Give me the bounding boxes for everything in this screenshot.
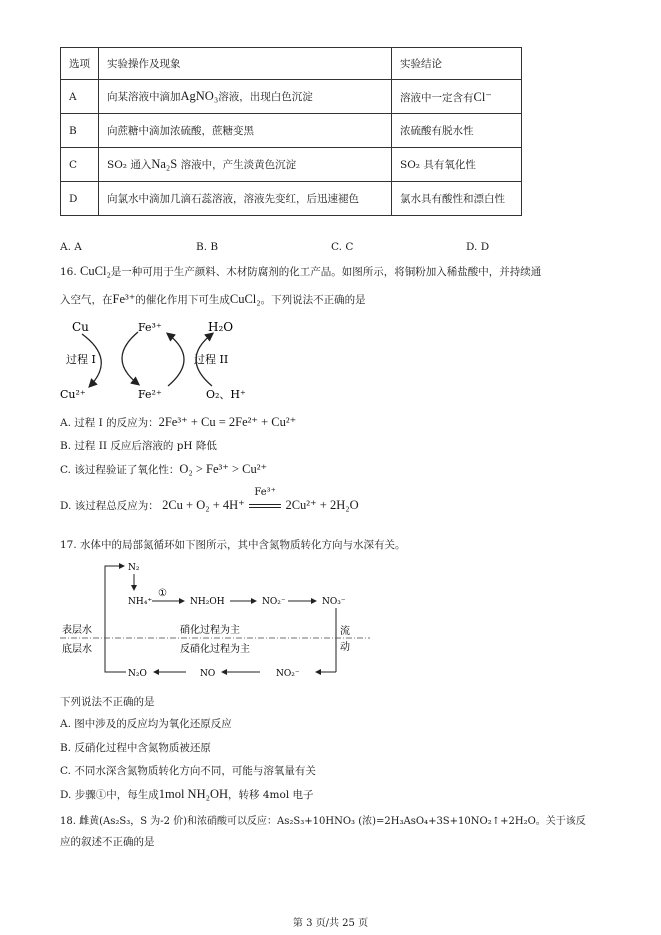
row-operation: 向氯水中滴加几滴石蕊溶液，溶液先变红，后迅速褪色	[99, 182, 392, 216]
label-surface: 表层水	[62, 625, 92, 636]
q16-cycle-diagram	[60, 314, 280, 406]
label-step1: ①	[158, 588, 167, 599]
q16-option-a: A. 过程 I 的反应为：2Fe³⁺ + Cu = 2Fe²⁺ + Cu²⁺	[60, 415, 297, 429]
label-process1: 过程 I	[66, 353, 96, 366]
table-row	[61, 114, 522, 148]
row-option: C	[61, 148, 99, 182]
experiment-table	[60, 47, 522, 216]
label-h2o: H₂O	[208, 320, 234, 334]
q16-option-c: C. 该过程验证了氧化性：O₂ > Fe³⁺ > Cu²⁺	[60, 462, 268, 476]
q18-stem-line2: 应的叙述不正确的是	[60, 836, 155, 848]
q17-option-c: C. 不同水深含氮物质转化方向不同，可能与溶氧量有关	[60, 765, 316, 777]
label-nh4: NH₄⁺	[128, 597, 153, 607]
row-conclusion: SO₂ 具有氧化性	[392, 148, 522, 182]
arrow-fe2-to-fe3	[168, 334, 184, 386]
arrow-n2o-to-n2	[105, 566, 126, 672]
q16-stem-line2: 入空气，在Fe³⁺的催化作用下可生成CuCl₂。下列说法不正确的是	[60, 292, 366, 306]
label-bottom: 底层水	[62, 644, 92, 655]
q16-stem-line1: 16. CuCl₂是一种可用于生产颜料、木材防腐剂的化工产品。如图所示，将铜粉加入稀盐酸中，并持续通	[60, 264, 542, 278]
q15-option-b: B. B	[196, 241, 219, 253]
table-row	[61, 148, 522, 182]
label-flow1: 流	[340, 626, 350, 637]
q15-option-d: D. D	[466, 241, 490, 253]
label-no3: NO₃⁻	[322, 597, 346, 607]
header-operation: 实验操作及现象	[99, 48, 392, 80]
label-no: NO	[200, 669, 216, 679]
label-no2-top: NO₂⁻	[262, 597, 286, 607]
row-operation: 向蔗糖中滴加浓硫酸，蔗糖变黑	[99, 114, 392, 148]
q17-option-d: D. 步骤①中，每生成1mol NH₂OH，转移 4mol 电子	[60, 787, 314, 801]
row-operation: SO₂ 通入Na₂S 溶液中，产生淡黄色沉淀	[99, 148, 392, 182]
label-cu: Cu	[72, 320, 89, 334]
catalyst-equals: Fe³⁺	[248, 500, 282, 512]
label-fe3: Fe³⁺	[138, 321, 162, 334]
table-row	[61, 80, 522, 114]
q16-option-d: D. 该过程总反应为： 2Cu + O₂ + 4H⁺ Fe³⁺ 2Cu²⁺ + 2H₂O	[60, 487, 359, 512]
q17-option-a: A. 图中涉及的反应均为氧化还原反应	[60, 718, 232, 730]
row-option: B	[61, 114, 99, 148]
page-footer: 第 3 页/共 25 页	[292, 918, 369, 929]
header-conclusion: 实验结论	[392, 48, 522, 80]
label-n2: N₂	[128, 563, 140, 573]
q17-lead: 下列说法不正确的是	[60, 696, 155, 708]
label-fe2: Fe²⁺	[138, 388, 162, 401]
row-conclusion: 氯水具有酸性和漂白性	[392, 182, 522, 216]
label-o2h: O₂、H⁺	[206, 388, 246, 401]
label-n2o: N₂O	[128, 669, 147, 679]
label-denitrification: 反硝化过程为主	[180, 644, 250, 655]
row-operation: 向某溶液中滴加AgNO₃溶液，出现白色沉淀	[99, 80, 392, 114]
label-cu2: Cu²⁺	[60, 388, 86, 401]
q16-option-b: B. 过程 II 反应后溶液的 pH 降低	[60, 440, 217, 452]
header-option: 选项	[61, 48, 99, 80]
row-conclusion: 溶液中一定含有Cl⁻	[392, 80, 522, 114]
label-nh2oh: NH₂OH	[190, 597, 225, 607]
arrow-fe3-to-fe2	[122, 332, 138, 384]
label-no2-bottom: NO₂⁻	[276, 669, 300, 679]
table-header-row	[61, 48, 522, 80]
row-option: D	[61, 182, 99, 216]
q15-option-c: C. C	[331, 241, 354, 253]
q17-stem: 17. 水体中的局部氮循环如下图所示，其中含氮物质转化方向与水深有关。	[60, 539, 406, 551]
q17-nitrogen-diagram	[60, 556, 380, 686]
row-conclusion: 浓硫酸有脱水性	[392, 114, 522, 148]
q18-stem-line1: 18. 雌黄(As₂S₃，S 为-2 价)和浓硝酸可以反应：As₂S₃+10HNO₃ (浓)=2H₃AsO₄+3S+10NO₂↑+2H₂O。关于该反	[60, 816, 586, 827]
q15-option-a: A. A	[60, 241, 82, 253]
label-nitrification: 硝化过程为主	[180, 625, 240, 636]
label-flow2: 动	[340, 642, 350, 653]
label-process2: 过程 II	[194, 353, 229, 366]
table-row	[61, 182, 522, 216]
q17-option-b: B. 反硝化过程中含氮物质被还原	[60, 742, 211, 754]
row-option: A	[61, 80, 99, 114]
